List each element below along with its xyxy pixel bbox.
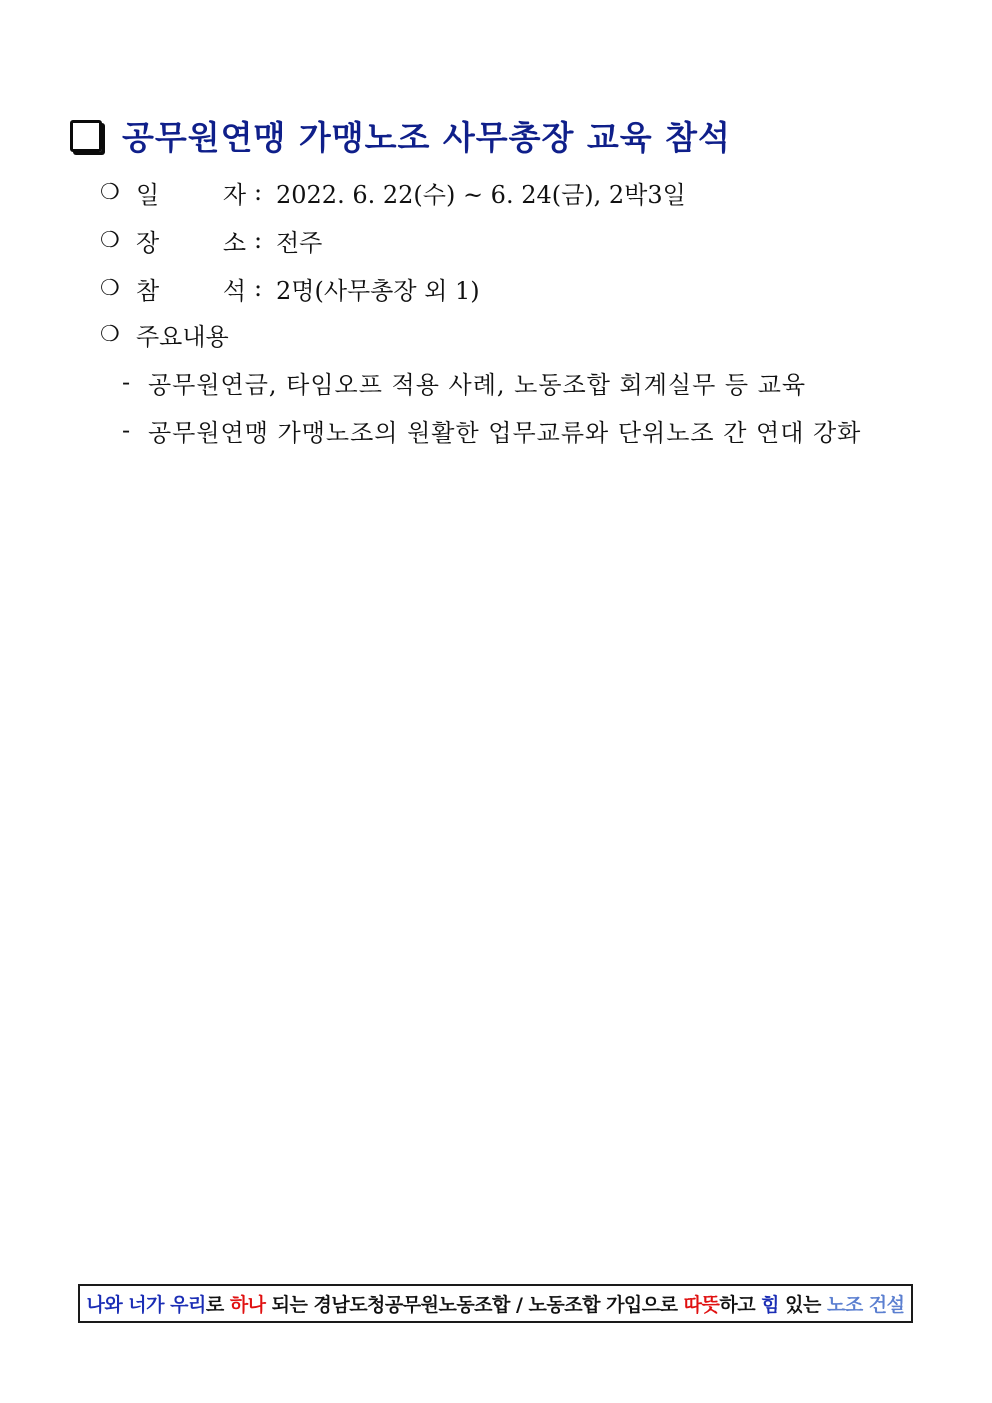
item-place [100,222,322,258]
item-label: 장 소 [136,228,246,257]
sub-item [122,364,806,400]
item-date [100,174,686,210]
item-value: 2022. 6. 22(수) ~ 6. 24(금), 2박3일 [276,180,686,209]
slogan-segment: 나와 너가 우리 [86,1294,206,1316]
slogan-segment: 하나 [229,1294,266,1316]
sub-item-text: 공무원연맹 가맹노조의 원활한 업무교류와 단위노조 간 연대 강화 [148,418,862,447]
item-label: 참 석 [136,276,246,305]
colon: : [254,226,263,254]
slogan-segment: 로 [205,1294,230,1316]
item-label: 주요내용 [136,322,229,351]
circle-bullet-icon: ❍ [100,227,120,253]
slogan-segment: 따뜻 [683,1294,720,1316]
slogan-segment: 노조 건설 [826,1294,905,1316]
sub-item [122,412,861,448]
slogan-segment: 하고 [719,1294,762,1316]
item-main-content [100,316,229,352]
slogan-segment: 힘 [761,1294,780,1316]
item-attendees [100,270,480,306]
slogan-segment: 되는 경남도청공무원노동조합 / 노동조합 가입으로 [265,1294,684,1316]
circle-bullet-icon: ❍ [100,321,120,347]
footer-slogan [78,1284,913,1323]
item-value: 전주 [276,228,323,257]
colon: : [254,274,263,302]
item-value: 2명(사무총장 외 1) [276,276,480,305]
dash-bullet: - [122,368,132,396]
item-label: 일 자 [136,180,246,209]
slogan-segment: 있는 [779,1294,827,1316]
colon: : [254,178,263,206]
section-title [70,110,731,160]
dash-bullet: - [122,416,132,444]
sub-item-text: 공무원연금, 타임오프 적용 사례, 노동조합 회계실무 등 교육 [148,370,807,399]
square-box-icon [70,120,102,152]
circle-bullet-icon: ❍ [100,179,120,205]
circle-bullet-icon: ❍ [100,275,120,301]
title-text: 공무원연맹 가맹노조 사무총장 교육 참석 [122,117,731,157]
